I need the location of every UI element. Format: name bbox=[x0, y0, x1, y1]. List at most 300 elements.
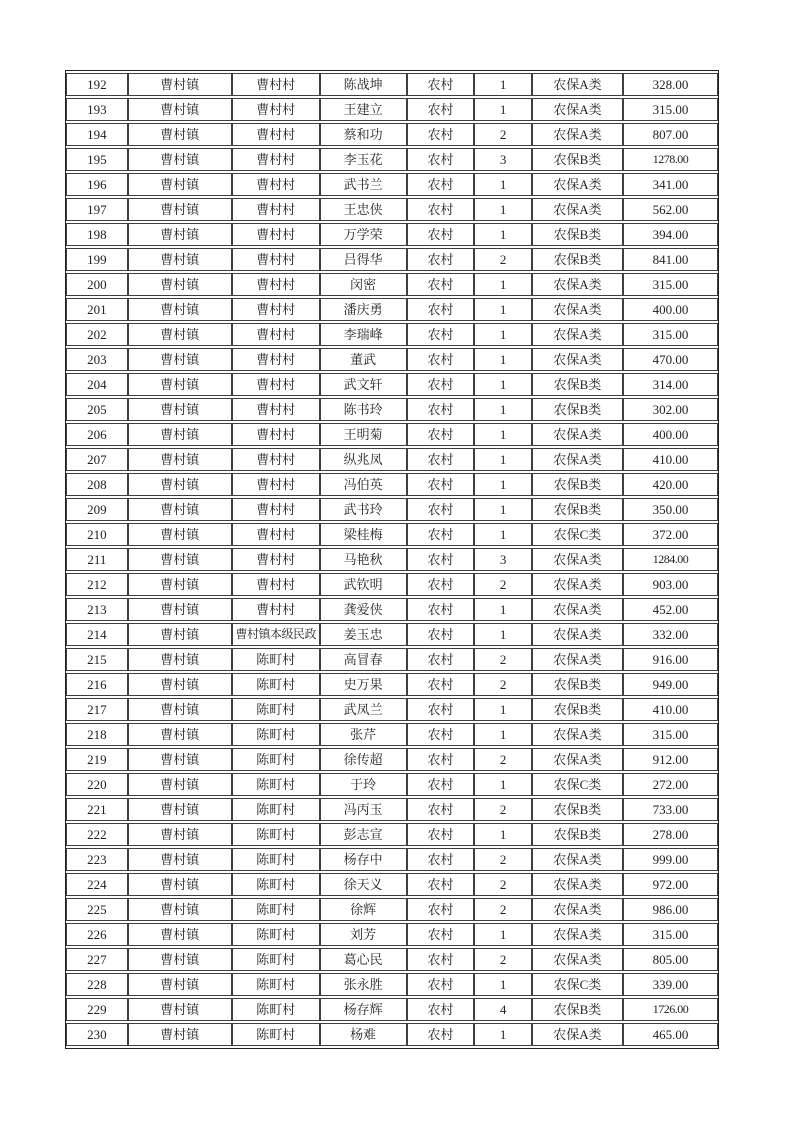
cell-insurance-category: 农保B类 bbox=[532, 373, 623, 396]
cell-row-number: 215 bbox=[66, 648, 128, 671]
cell-person-name: 武书玲 bbox=[320, 498, 407, 521]
cell-row-number: 224 bbox=[66, 873, 128, 896]
cell-person-name: 武文轩 bbox=[320, 373, 407, 396]
cell-town: 曹村镇 bbox=[128, 473, 232, 496]
cell-residence-type: 农村 bbox=[407, 73, 475, 96]
cell-person-name: 吕得华 bbox=[320, 248, 407, 271]
cell-amount: 841.00 bbox=[623, 248, 718, 271]
cell-person-name: 王忠侠 bbox=[320, 198, 407, 221]
cell-amount: 328.00 bbox=[623, 73, 718, 96]
table-row bbox=[66, 173, 718, 196]
cell-person-name: 冯丙玉 bbox=[320, 798, 407, 821]
cell-village: 曹村村 bbox=[232, 448, 320, 471]
table-row bbox=[66, 923, 718, 946]
cell-residence-type: 农村 bbox=[407, 548, 475, 571]
cell-village: 曹村村 bbox=[232, 598, 320, 621]
cell-village: 陈町村 bbox=[232, 723, 320, 746]
cell-insurance-category: 农保B类 bbox=[532, 248, 623, 271]
table-row bbox=[66, 273, 718, 296]
cell-person-name: 史万果 bbox=[320, 673, 407, 696]
table-row bbox=[66, 498, 718, 521]
cell-person-name: 姜玉忠 bbox=[320, 623, 407, 646]
cell-residence-type: 农村 bbox=[407, 223, 475, 246]
cell-village: 曹村村 bbox=[232, 148, 320, 171]
cell-row-number: 207 bbox=[66, 448, 128, 471]
cell-insurance-category: 农保A类 bbox=[532, 898, 623, 921]
cell-person-name: 武书兰 bbox=[320, 173, 407, 196]
cell-person-name: 陈书玲 bbox=[320, 398, 407, 421]
cell-town: 曹村镇 bbox=[128, 973, 232, 996]
cell-town: 曹村镇 bbox=[128, 898, 232, 921]
cell-amount: 949.00 bbox=[623, 673, 718, 696]
cell-person-count: 1 bbox=[474, 448, 532, 471]
cell-person-count: 1 bbox=[474, 348, 532, 371]
cell-amount: 315.00 bbox=[623, 923, 718, 946]
cell-residence-type: 农村 bbox=[407, 1023, 475, 1046]
cell-residence-type: 农村 bbox=[407, 373, 475, 396]
cell-person-count: 2 bbox=[474, 673, 532, 696]
cell-row-number: 206 bbox=[66, 423, 128, 446]
cell-person-name: 徐辉 bbox=[320, 898, 407, 921]
cell-row-number: 199 bbox=[66, 248, 128, 271]
cell-person-name: 高冒春 bbox=[320, 648, 407, 671]
cell-person-name: 龚爱侠 bbox=[320, 598, 407, 621]
cell-insurance-category: 农保A类 bbox=[532, 848, 623, 871]
cell-row-number: 217 bbox=[66, 698, 128, 721]
cell-row-number: 212 bbox=[66, 573, 128, 596]
cell-row-number: 213 bbox=[66, 598, 128, 621]
table-row bbox=[66, 573, 718, 596]
cell-person-count: 1 bbox=[474, 73, 532, 96]
cell-amount: 470.00 bbox=[623, 348, 718, 371]
cell-person-count: 1 bbox=[474, 273, 532, 296]
cell-person-count: 1 bbox=[474, 923, 532, 946]
cell-town: 曹村镇 bbox=[128, 123, 232, 146]
cell-town: 曹村镇 bbox=[128, 948, 232, 971]
cell-insurance-category: 农保A类 bbox=[532, 723, 623, 746]
cell-row-number: 201 bbox=[66, 298, 128, 321]
cell-row-number: 197 bbox=[66, 198, 128, 221]
table-row bbox=[66, 648, 718, 671]
cell-amount: 733.00 bbox=[623, 798, 718, 821]
cell-row-number: 216 bbox=[66, 673, 128, 696]
cell-town: 曹村镇 bbox=[128, 548, 232, 571]
cell-row-number: 227 bbox=[66, 948, 128, 971]
cell-person-count: 2 bbox=[474, 123, 532, 146]
cell-amount: 341.00 bbox=[623, 173, 718, 196]
cell-residence-type: 农村 bbox=[407, 173, 475, 196]
cell-insurance-category: 农保B类 bbox=[532, 698, 623, 721]
cell-insurance-category: 农保A类 bbox=[532, 123, 623, 146]
cell-residence-type: 农村 bbox=[407, 823, 475, 846]
cell-person-count: 1 bbox=[474, 698, 532, 721]
table-row bbox=[66, 973, 718, 996]
cell-town: 曹村镇 bbox=[128, 648, 232, 671]
cell-row-number: 202 bbox=[66, 323, 128, 346]
cell-amount: 339.00 bbox=[623, 973, 718, 996]
cell-village: 陈町村 bbox=[232, 873, 320, 896]
cell-town: 曹村镇 bbox=[128, 573, 232, 596]
cell-residence-type: 农村 bbox=[407, 248, 475, 271]
cell-person-count: 2 bbox=[474, 848, 532, 871]
cell-village: 陈町村 bbox=[232, 973, 320, 996]
cell-town: 曹村镇 bbox=[128, 273, 232, 296]
cell-person-name: 潘庆勇 bbox=[320, 298, 407, 321]
cell-person-count: 1 bbox=[474, 198, 532, 221]
cell-row-number: 205 bbox=[66, 398, 128, 421]
cell-town: 曹村镇 bbox=[128, 598, 232, 621]
cell-insurance-category: 农保A类 bbox=[532, 198, 623, 221]
cell-village: 曹村村 bbox=[232, 123, 320, 146]
cell-town: 曹村镇 bbox=[128, 398, 232, 421]
table-row bbox=[66, 848, 718, 871]
table-row bbox=[66, 223, 718, 246]
cell-town: 曹村镇 bbox=[128, 723, 232, 746]
table-row bbox=[66, 598, 718, 621]
cell-person-count: 1 bbox=[474, 298, 532, 321]
cell-village: 曹村村 bbox=[232, 548, 320, 571]
cell-person-count: 1 bbox=[474, 173, 532, 196]
cell-residence-type: 农村 bbox=[407, 698, 475, 721]
cell-row-number: 223 bbox=[66, 848, 128, 871]
cell-residence-type: 农村 bbox=[407, 498, 475, 521]
cell-village: 陈町村 bbox=[232, 748, 320, 771]
table-row bbox=[66, 323, 718, 346]
cell-amount: 400.00 bbox=[623, 298, 718, 321]
table-row bbox=[66, 73, 718, 96]
cell-residence-type: 农村 bbox=[407, 148, 475, 171]
table-row bbox=[66, 198, 718, 221]
cell-person-name: 闵密 bbox=[320, 273, 407, 296]
table-row bbox=[66, 898, 718, 921]
cell-town: 曹村镇 bbox=[128, 1023, 232, 1046]
cell-amount: 452.00 bbox=[623, 598, 718, 621]
cell-person-name: 杨存辉 bbox=[320, 998, 407, 1021]
cell-village: 曹村村 bbox=[232, 348, 320, 371]
cell-town: 曹村镇 bbox=[128, 148, 232, 171]
cell-person-count: 1 bbox=[474, 623, 532, 646]
cell-row-number: 200 bbox=[66, 273, 128, 296]
cell-village: 陈町村 bbox=[232, 673, 320, 696]
cell-person-count: 4 bbox=[474, 998, 532, 1021]
cell-amount: 999.00 bbox=[623, 848, 718, 871]
cell-residence-type: 农村 bbox=[407, 598, 475, 621]
cell-residence-type: 农村 bbox=[407, 748, 475, 771]
cell-town: 曹村镇 bbox=[128, 823, 232, 846]
cell-town: 曹村镇 bbox=[128, 298, 232, 321]
cell-village: 陈町村 bbox=[232, 1023, 320, 1046]
cell-person-count: 3 bbox=[474, 148, 532, 171]
table-row bbox=[66, 748, 718, 771]
cell-person-count: 2 bbox=[474, 573, 532, 596]
cell-person-name: 陈战坤 bbox=[320, 73, 407, 96]
cell-amount: 1284.00 bbox=[623, 548, 718, 571]
cell-amount: 394.00 bbox=[623, 223, 718, 246]
cell-person-count: 1 bbox=[474, 1023, 532, 1046]
cell-row-number: 209 bbox=[66, 498, 128, 521]
cell-residence-type: 农村 bbox=[407, 523, 475, 546]
cell-amount: 916.00 bbox=[623, 648, 718, 671]
cell-insurance-category: 农保A类 bbox=[532, 298, 623, 321]
cell-village: 曹村村 bbox=[232, 223, 320, 246]
cell-residence-type: 农村 bbox=[407, 723, 475, 746]
cell-town: 曹村镇 bbox=[128, 323, 232, 346]
cell-village: 曹村村 bbox=[232, 498, 320, 521]
cell-village: 陈町村 bbox=[232, 773, 320, 796]
cell-residence-type: 农村 bbox=[407, 923, 475, 946]
cell-residence-type: 农村 bbox=[407, 348, 475, 371]
cell-person-count: 1 bbox=[474, 423, 532, 446]
cell-town: 曹村镇 bbox=[128, 698, 232, 721]
cell-row-number: 219 bbox=[66, 748, 128, 771]
cell-person-count: 1 bbox=[474, 773, 532, 796]
cell-row-number: 194 bbox=[66, 123, 128, 146]
cell-town: 曹村镇 bbox=[128, 223, 232, 246]
cell-amount: 807.00 bbox=[623, 123, 718, 146]
cell-person-name: 葛心民 bbox=[320, 948, 407, 971]
table-row bbox=[66, 298, 718, 321]
cell-person-count: 1 bbox=[474, 473, 532, 496]
cell-insurance-category: 农保C类 bbox=[532, 773, 623, 796]
cell-amount: 410.00 bbox=[623, 448, 718, 471]
cell-person-count: 2 bbox=[474, 948, 532, 971]
cell-row-number: 204 bbox=[66, 373, 128, 396]
cell-person-name: 杨难 bbox=[320, 1023, 407, 1046]
cell-village: 陈町村 bbox=[232, 648, 320, 671]
cell-village: 陈町村 bbox=[232, 998, 320, 1021]
cell-person-name: 于玲 bbox=[320, 773, 407, 796]
cell-amount: 562.00 bbox=[623, 198, 718, 221]
cell-amount: 805.00 bbox=[623, 948, 718, 971]
cell-row-number: 214 bbox=[66, 623, 128, 646]
cell-person-count: 2 bbox=[474, 248, 532, 271]
cell-village: 曹村村 bbox=[232, 473, 320, 496]
table-row bbox=[66, 398, 718, 421]
cell-town: 曹村镇 bbox=[128, 523, 232, 546]
cell-town: 曹村镇 bbox=[128, 423, 232, 446]
cell-residence-type: 农村 bbox=[407, 573, 475, 596]
cell-amount: 465.00 bbox=[623, 1023, 718, 1046]
cell-row-number: 221 bbox=[66, 798, 128, 821]
cell-residence-type: 农村 bbox=[407, 473, 475, 496]
cell-village: 曹村村 bbox=[232, 73, 320, 96]
cell-village: 曹村村 bbox=[232, 248, 320, 271]
cell-person-name: 冯伯英 bbox=[320, 473, 407, 496]
cell-insurance-category: 农保B类 bbox=[532, 823, 623, 846]
cell-town: 曹村镇 bbox=[128, 998, 232, 1021]
cell-person-count: 3 bbox=[474, 548, 532, 571]
cell-village: 曹村村 bbox=[232, 298, 320, 321]
cell-residence-type: 农村 bbox=[407, 798, 475, 821]
cell-town: 曹村镇 bbox=[128, 623, 232, 646]
cell-village: 曹村村 bbox=[232, 398, 320, 421]
cell-amount: 315.00 bbox=[623, 273, 718, 296]
cell-residence-type: 农村 bbox=[407, 898, 475, 921]
cell-person-count: 2 bbox=[474, 648, 532, 671]
cell-amount: 1726.00 bbox=[623, 998, 718, 1021]
cell-insurance-category: 农保A类 bbox=[532, 73, 623, 96]
table-row bbox=[66, 948, 718, 971]
table-row bbox=[66, 473, 718, 496]
cell-residence-type: 农村 bbox=[407, 198, 475, 221]
cell-row-number: 198 bbox=[66, 223, 128, 246]
cell-person-count: 2 bbox=[474, 748, 532, 771]
cell-person-name: 万学荣 bbox=[320, 223, 407, 246]
cell-village: 陈町村 bbox=[232, 923, 320, 946]
cell-insurance-category: 农保B类 bbox=[532, 223, 623, 246]
cell-person-count: 1 bbox=[474, 223, 532, 246]
table-row bbox=[66, 1023, 718, 1046]
cell-person-count: 2 bbox=[474, 898, 532, 921]
cell-village: 曹村村 bbox=[232, 323, 320, 346]
cell-village: 陈町村 bbox=[232, 948, 320, 971]
cell-residence-type: 农村 bbox=[407, 623, 475, 646]
cell-village: 曹村村 bbox=[232, 173, 320, 196]
cell-town: 曹村镇 bbox=[128, 448, 232, 471]
cell-person-count: 1 bbox=[474, 823, 532, 846]
cell-amount: 912.00 bbox=[623, 748, 718, 771]
cell-person-count: 1 bbox=[474, 973, 532, 996]
cell-residence-type: 农村 bbox=[407, 323, 475, 346]
table-row bbox=[66, 148, 718, 171]
cell-person-name: 梁桂梅 bbox=[320, 523, 407, 546]
cell-town: 曹村镇 bbox=[128, 848, 232, 871]
cell-town: 曹村镇 bbox=[128, 923, 232, 946]
table-row bbox=[66, 123, 718, 146]
cell-amount: 315.00 bbox=[623, 723, 718, 746]
cell-person-name: 武钦明 bbox=[320, 573, 407, 596]
cell-village: 曹村村 bbox=[232, 423, 320, 446]
cell-town: 曹村镇 bbox=[128, 248, 232, 271]
cell-person-name: 王建立 bbox=[320, 98, 407, 121]
cell-row-number: 210 bbox=[66, 523, 128, 546]
table-row bbox=[66, 448, 718, 471]
benefit-table-container bbox=[65, 70, 719, 1049]
table-row bbox=[66, 698, 718, 721]
cell-row-number: 208 bbox=[66, 473, 128, 496]
cell-insurance-category: 农保A类 bbox=[532, 623, 623, 646]
cell-amount: 272.00 bbox=[623, 773, 718, 796]
cell-residence-type: 农村 bbox=[407, 273, 475, 296]
cell-residence-type: 农村 bbox=[407, 648, 475, 671]
cell-residence-type: 农村 bbox=[407, 948, 475, 971]
cell-residence-type: 农村 bbox=[407, 98, 475, 121]
cell-row-number: 225 bbox=[66, 898, 128, 921]
cell-row-number: 220 bbox=[66, 773, 128, 796]
cell-town: 曹村镇 bbox=[128, 98, 232, 121]
cell-person-name: 徐天义 bbox=[320, 873, 407, 896]
cell-village: 曹村村 bbox=[232, 573, 320, 596]
cell-amount: 972.00 bbox=[623, 873, 718, 896]
table-row bbox=[66, 823, 718, 846]
cell-insurance-category: 农保B类 bbox=[532, 798, 623, 821]
table-row bbox=[66, 548, 718, 571]
table-row bbox=[66, 798, 718, 821]
table-row bbox=[66, 348, 718, 371]
cell-town: 曹村镇 bbox=[128, 873, 232, 896]
cell-person-count: 1 bbox=[474, 373, 532, 396]
cell-amount: 1278.00 bbox=[623, 148, 718, 171]
cell-amount: 278.00 bbox=[623, 823, 718, 846]
cell-person-count: 1 bbox=[474, 498, 532, 521]
cell-village: 曹村镇本级民政 bbox=[232, 623, 320, 646]
cell-amount: 372.00 bbox=[623, 523, 718, 546]
cell-person-name: 张永胜 bbox=[320, 973, 407, 996]
cell-row-number: 229 bbox=[66, 998, 128, 1021]
cell-residence-type: 农村 bbox=[407, 848, 475, 871]
cell-town: 曹村镇 bbox=[128, 348, 232, 371]
cell-town: 曹村镇 bbox=[128, 798, 232, 821]
cell-village: 陈町村 bbox=[232, 898, 320, 921]
cell-row-number: 211 bbox=[66, 548, 128, 571]
cell-residence-type: 农村 bbox=[407, 973, 475, 996]
cell-insurance-category: 农保A类 bbox=[532, 1023, 623, 1046]
cell-row-number: 230 bbox=[66, 1023, 128, 1046]
cell-person-name: 马艳秋 bbox=[320, 548, 407, 571]
cell-insurance-category: 农保B类 bbox=[532, 673, 623, 696]
table-row bbox=[66, 998, 718, 1021]
cell-insurance-category: 农保A类 bbox=[532, 273, 623, 296]
cell-insurance-category: 农保B类 bbox=[532, 498, 623, 521]
cell-row-number: 226 bbox=[66, 923, 128, 946]
cell-insurance-category: 农保A类 bbox=[532, 423, 623, 446]
cell-insurance-category: 农保A类 bbox=[532, 348, 623, 371]
cell-insurance-category: 农保A类 bbox=[532, 748, 623, 771]
cell-town: 曹村镇 bbox=[128, 173, 232, 196]
table-row bbox=[66, 673, 718, 696]
table-row bbox=[66, 873, 718, 896]
cell-person-name: 纵兆凤 bbox=[320, 448, 407, 471]
cell-residence-type: 农村 bbox=[407, 298, 475, 321]
cell-amount: 302.00 bbox=[623, 398, 718, 421]
cell-town: 曹村镇 bbox=[128, 773, 232, 796]
cell-amount: 400.00 bbox=[623, 423, 718, 446]
cell-row-number: 222 bbox=[66, 823, 128, 846]
cell-residence-type: 农村 bbox=[407, 673, 475, 696]
cell-person-name: 刘芳 bbox=[320, 923, 407, 946]
cell-person-name: 李瑞峰 bbox=[320, 323, 407, 346]
table-row bbox=[66, 373, 718, 396]
cell-row-number: 195 bbox=[66, 148, 128, 171]
cell-insurance-category: 农保C类 bbox=[532, 973, 623, 996]
cell-amount: 314.00 bbox=[623, 373, 718, 396]
cell-person-name: 董武 bbox=[320, 348, 407, 371]
table-row bbox=[66, 423, 718, 446]
cell-amount: 903.00 bbox=[623, 573, 718, 596]
cell-village: 曹村村 bbox=[232, 273, 320, 296]
cell-person-name: 蔡和功 bbox=[320, 123, 407, 146]
cell-row-number: 228 bbox=[66, 973, 128, 996]
cell-amount: 315.00 bbox=[623, 323, 718, 346]
benefit-table bbox=[66, 71, 718, 1048]
cell-insurance-category: 农保A类 bbox=[532, 948, 623, 971]
cell-insurance-category: 农保B类 bbox=[532, 998, 623, 1021]
cell-residence-type: 农村 bbox=[407, 123, 475, 146]
cell-person-name: 王明菊 bbox=[320, 423, 407, 446]
cell-amount: 420.00 bbox=[623, 473, 718, 496]
cell-residence-type: 农村 bbox=[407, 773, 475, 796]
cell-row-number: 218 bbox=[66, 723, 128, 746]
cell-insurance-category: 农保A类 bbox=[532, 173, 623, 196]
cell-person-name: 张芹 bbox=[320, 723, 407, 746]
cell-insurance-category: 农保A类 bbox=[532, 98, 623, 121]
cell-person-count: 1 bbox=[474, 723, 532, 746]
cell-insurance-category: 农保B类 bbox=[532, 148, 623, 171]
cell-town: 曹村镇 bbox=[128, 498, 232, 521]
table-row bbox=[66, 623, 718, 646]
cell-amount: 986.00 bbox=[623, 898, 718, 921]
cell-town: 曹村镇 bbox=[128, 198, 232, 221]
